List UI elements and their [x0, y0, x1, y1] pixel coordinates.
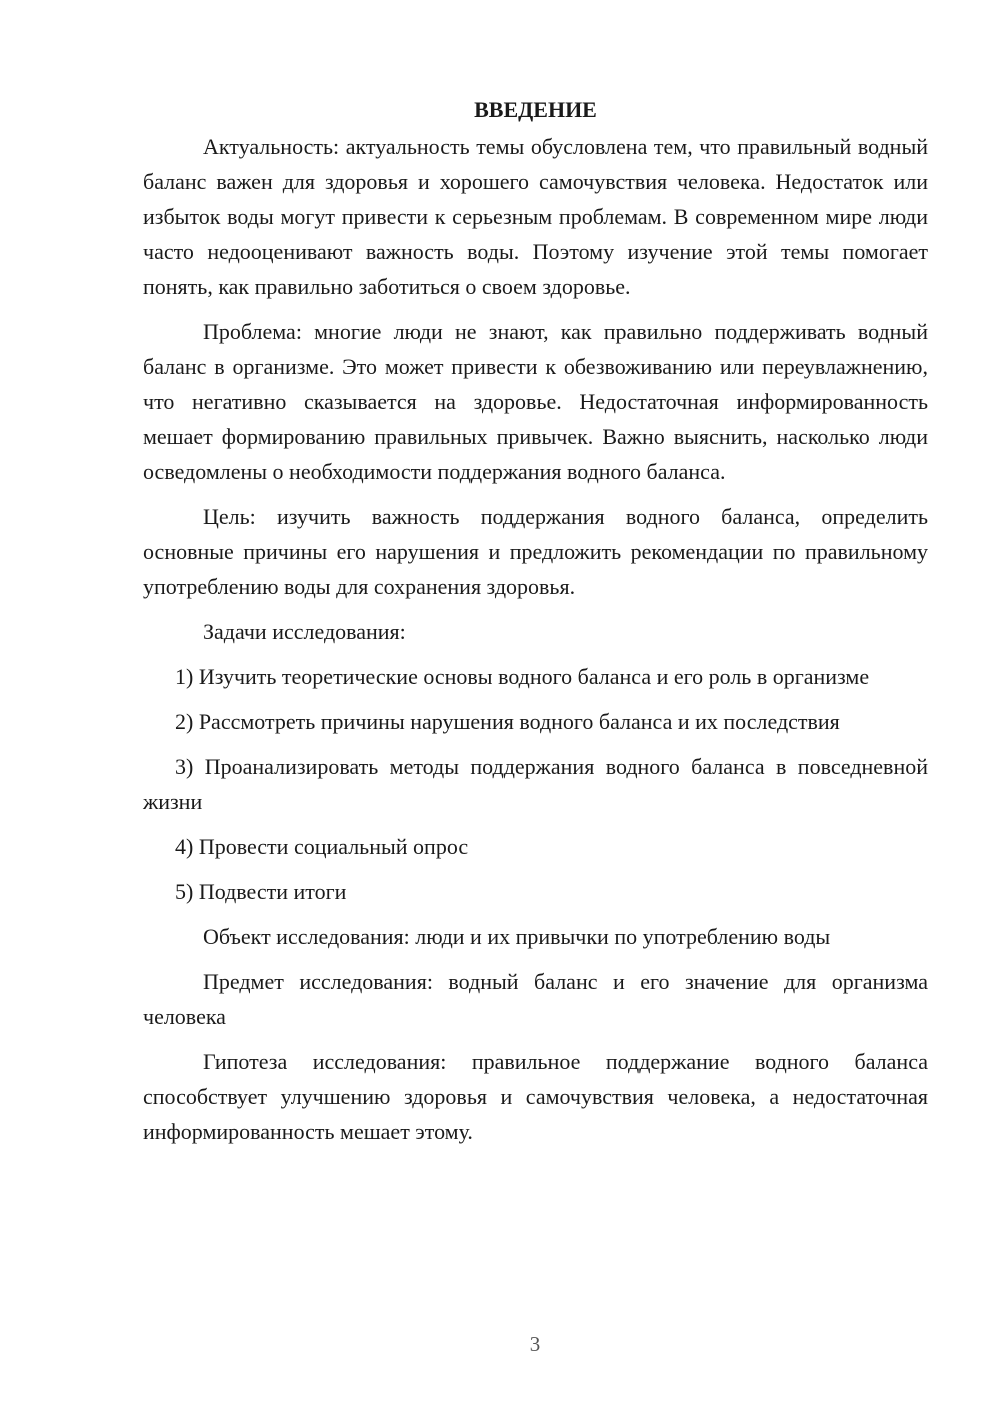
subject-paragraph: Предмет исследования: водный баланс и его значение для организма человека [143, 969, 928, 1029]
task-item: 3) Проанализировать методы поддержания водного баланса в повседневной жизни [143, 754, 928, 814]
task-item: 1) Изучить теоретические основы водного баланса и его роль в организме [175, 664, 870, 689]
hypothesis-paragraph: Гипотеза исследования: правильное поддержание водного баланса способствует улучшению здоровья и самочувствия человека, а недостаточная информированность мешает этому. [143, 1049, 928, 1144]
object-paragraph: Объект исследования: люди и их привычки по употреблению воды [203, 924, 831, 949]
task-item: 5) Подвести итоги [175, 879, 347, 904]
tasks-intro: Задачи исследования: [203, 619, 406, 644]
section-heading: ВВЕДЕНИЕ [474, 97, 597, 122]
document-page [143, 92, 928, 1159]
task-item: 4) Провести социальный опрос [175, 834, 469, 859]
task-item: 2) Рассмотреть причины нарушения водного баланса и их последствия [175, 709, 840, 734]
page-number: 3 [529, 1332, 541, 1356]
relevance-paragraph: Актуальность: актуальность темы обусловлена тем, что правильный водный баланс важен для здоровья и хорошего самочувствия человека. Недостаток или избыток воды могут привести к серьезным проблемам. В современном мире люди часто недооценивают важность воды. Поэтому изучение этой темы помогает понять, как правильно заботиться о своем здоровье. [143, 134, 928, 299]
problem-paragraph: Проблема: многие люди не знают, как правильно поддерживать водный баланс в организме. Это может привести к обезвоживанию или переувлажнению, что негативно сказывается на здоровье. Недостаточная информированность мешает формированию правильных привычек. Важно выяснить, насколько люди осведомлены о необходимости поддержания водного баланса. [143, 319, 928, 484]
goal-paragraph: Цель: изучить важность поддержания водного баланса, определить основные причины его нарушения и предложить рекомендации по правильному употреблению воды для сохранения здоровья. [143, 504, 928, 599]
